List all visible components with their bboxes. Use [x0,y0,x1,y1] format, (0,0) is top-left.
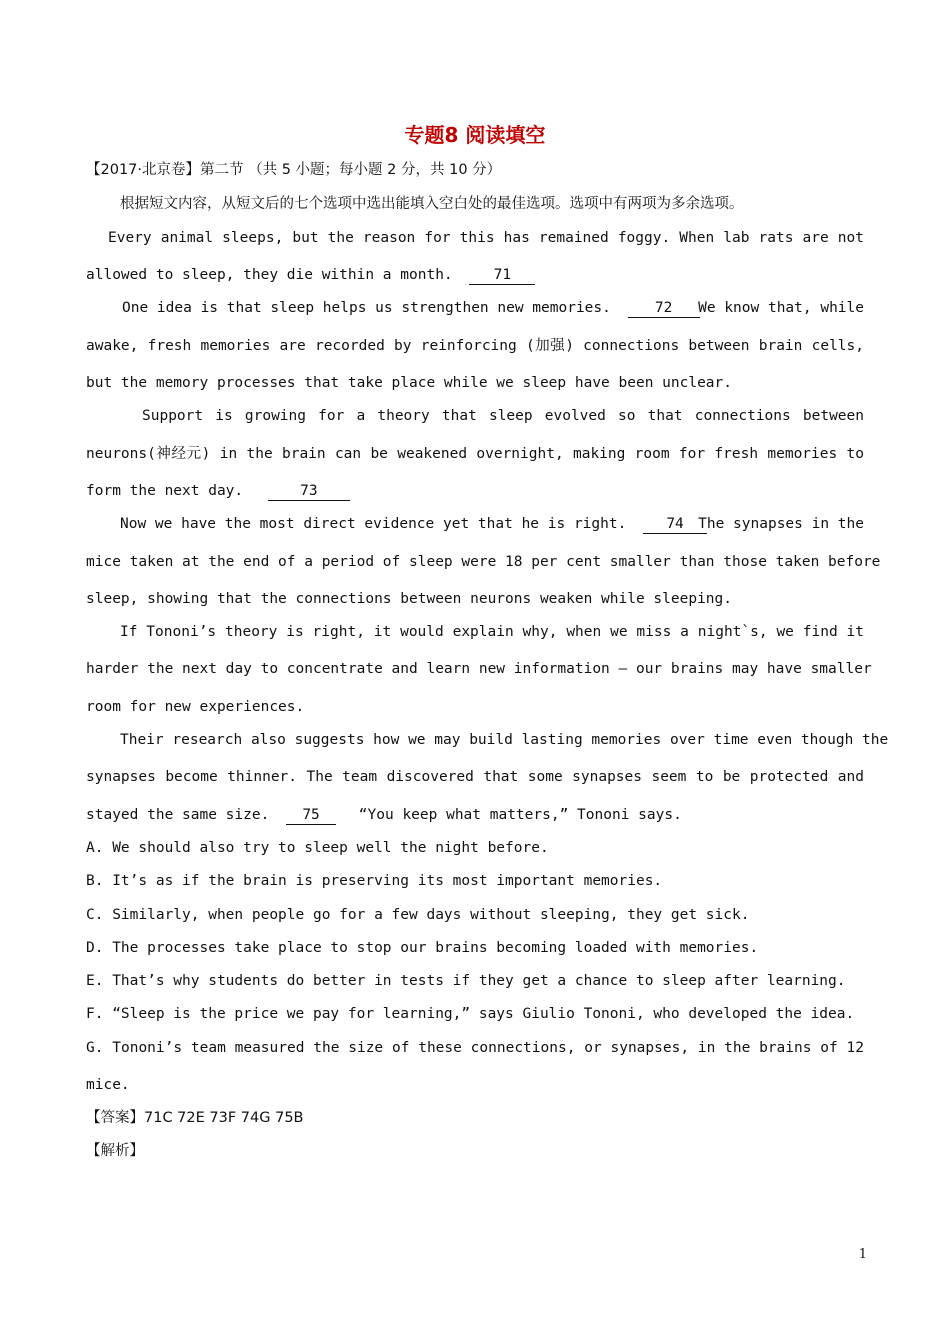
option-e: E. That’s why students do better in tests if they get a chance to sleep after learning. [86,973,846,989]
passage-text: One idea is that sleep helps us strengthen new memories. [122,300,611,316]
passage-line: awake, fresh memories are recorded by reinforcing (加强) connections between brain cells, [86,338,864,354]
passage-line: mice taken at the end of a period of sleep were 18 per cent smaller than those taken before [86,554,881,570]
passage-line: neurons(神经元) in the brain can be weakened overnight, making room for fresh memories to [86,446,864,462]
option-g: G. Tononi’s team measured the size of these connections, or synapses, in the brains of 12 [86,1040,864,1056]
instruction: 根据短文内容，从短文后的七个选项中选出能填入空白处的最佳选项。选项中有两项为多余选项。 [120,196,744,212]
passage-text: Now we have the most direct evidence yet that he is right. [120,516,627,532]
passage-line: Support is growing for a theory that sleep evolved so that connections between [142,408,864,424]
passage-text: The synapses in the [698,516,864,532]
page-number: 1 [858,1247,867,1262]
passage-text: allowed to sleep, they die within a month. [86,267,453,283]
passage-line: synapses become thinner. The team discovered that some synapses seem to be protected and [86,769,864,785]
passage-line: but the memory processes that take place while we sleep have been unclear. [86,375,733,391]
passage-line: harder the next day to concentrate and learn new information — our brains may have smaller [86,661,872,677]
passage-line [120,514,864,534]
passage-line [122,298,864,318]
option-b: B. It’s as if the brain is preserving its most important memories. [86,873,663,889]
page-title: 专题8 阅读填空 [404,123,546,147]
option-a: A. We should also try to sleep well the night before. [86,840,549,856]
passage-line: Every animal sleeps, but the reason for this has remained foggy. When lab rats are not [108,230,864,246]
blank-73: 73 [268,482,350,501]
passage-text: We know that, while [698,300,864,316]
passage-text: stayed the same size. [86,807,270,823]
passage-line [86,265,864,285]
passage-text: form the next day. [86,483,244,499]
passage-line [86,481,864,501]
blank-74: 74 [643,515,707,534]
passage-line: If Tononi’s theory is right, it would explain why, when we miss a night`s, we find it [120,624,864,640]
blank-72: 72 [628,299,700,318]
option-g-continued: mice. [86,1077,130,1093]
option-c: C. Similarly, when people go for a few days without sleeping, they get sick. [86,907,750,923]
option-d: D. The processes take place to stop our brains becoming loaded with memories. [86,940,759,956]
passage-line: Their research also suggests how we may build lasting memories over time even though the [120,732,889,748]
passage-line: sleep, showing that the connections between neurons weaken while sleeping. [86,591,733,607]
section-header: 【2017·北京卷】第二节 （共 5 小题；每小题 2 分，共 10 分） [86,162,502,178]
passage-line [86,805,864,825]
passage-text: “You keep what matters,” Tononi says. [358,807,682,823]
blank-75: 75 [286,806,336,825]
analysis-heading: 【解析】 [86,1143,144,1159]
answer: 【答案】71C 72E 73F 74G 75B [86,1110,304,1126]
blank-71: 71 [469,266,535,285]
passage-line: room for new experiences. [86,699,305,715]
option-f: F. “Sleep is the price we pay for learning,” says Giulio Tononi, who developed the idea. [86,1006,855,1022]
